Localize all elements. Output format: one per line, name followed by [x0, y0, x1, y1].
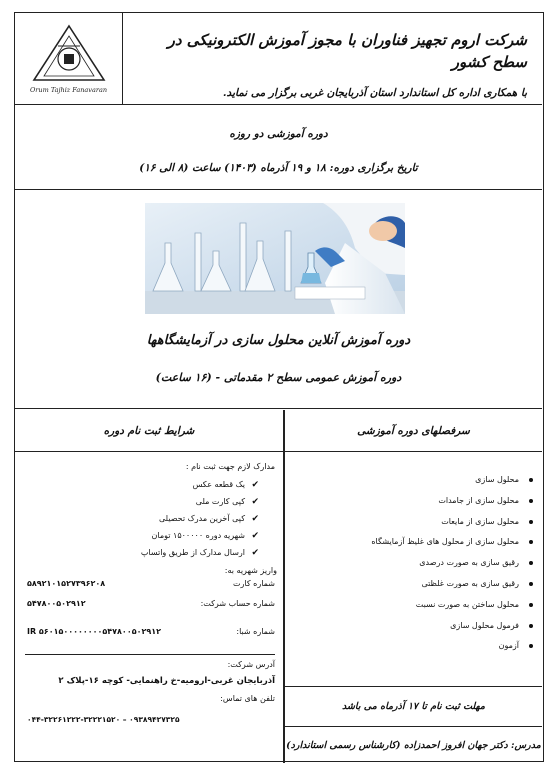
topic-item — [295, 494, 533, 515]
course-subtitle: دوره آموزش عمومی سطح ۲ مقدماتی - (۱۶ ساعت) — [155, 371, 402, 384]
topic-item — [295, 556, 533, 577]
registration-section — [21, 461, 279, 761]
bullet-icon — [529, 478, 533, 482]
checkmark-icon: ✔ — [251, 497, 259, 507]
topic-label: محلول سازی — [475, 475, 519, 484]
course-type: دوره آموزشی دو روزه — [229, 128, 328, 140]
topic-label: محلول سازی از جامدات — [438, 495, 519, 505]
topic-label: رقیق سازی به صورت غلظتی — [421, 578, 519, 588]
doc-label: کپی کارت ملی — [195, 497, 245, 506]
sheba-number: IR ۵۶۰۱۵۰۰۰۰۰۰۰۰۵۴۷۸۰۰۵۰۲۹۱۲ — [27, 627, 161, 636]
checkmark-icon: ✔ — [251, 531, 259, 541]
course-title: دوره آموزش آنلاین محلول سازی در آزمایشگاهها — [146, 333, 411, 348]
sheba-label: شماره شبا: — [236, 627, 275, 636]
topics-header: سرفصلهای دوره آموزشی — [357, 425, 470, 437]
topic-label: محلول سازی از محلول های غلیظ آزمایشگاه — [371, 537, 519, 547]
doc-label: شهریه دوره ۱۵۰۰۰۰۰ تومان — [151, 531, 245, 540]
account-row — [21, 598, 279, 616]
bullet-icon — [529, 624, 533, 628]
registration-deadline: مهلت ثبت نام تا ۱۷ آذرماه می باشد — [285, 686, 542, 726]
doc-label: یک قطعه عکس — [192, 480, 245, 489]
sheba-row — [21, 626, 279, 644]
checkmark-icon: ✔ — [251, 480, 259, 490]
company-logo-icon — [30, 24, 108, 84]
topic-label: فرمول محلول سازی — [450, 620, 519, 630]
card-label: شماره کارت — [232, 579, 275, 588]
lab-photo-image — [145, 203, 405, 314]
topic-label: محلول ساختن به صورت نسبت — [415, 599, 519, 609]
phone-title: تلفن های تماس: — [220, 694, 275, 703]
bullet-icon — [529, 603, 533, 607]
columns-header-row — [15, 410, 542, 452]
docs-list — [21, 478, 259, 563]
divider — [25, 654, 275, 655]
logo-caption: Orum Tajhiz Fanavaran — [29, 86, 108, 94]
card-row — [21, 578, 279, 596]
registration-header: شرایط ثبت نام دوره — [103, 425, 195, 437]
logo-cell — [15, 13, 123, 105]
checkmark-icon: ✔ — [251, 548, 259, 558]
topic-item — [295, 577, 533, 598]
topics-list — [295, 473, 533, 660]
docs-title: مدارک لازم جهت ثبت نام : — [185, 462, 275, 471]
topic-label: محلول سازی از مایعات — [441, 516, 519, 526]
topic-item — [295, 535, 533, 556]
course-image-row — [15, 191, 542, 409]
instructor: مدرس: دکتر جهان افروز احمدزاده (کارشناس رسمی استاندارد) — [285, 726, 542, 763]
bullet-icon — [529, 540, 533, 544]
lab-photo — [145, 203, 405, 314]
card-number: ۵۸۹۲۱۰۱۵۲۷۳۹۶۲۰۸ — [27, 579, 106, 588]
topic-label: آزمون — [498, 641, 519, 651]
docs-list-item — [21, 512, 259, 529]
flyer-sheet — [14, 12, 544, 762]
bullet-icon — [529, 644, 533, 648]
topic-item — [295, 598, 533, 619]
docs-list-item — [21, 478, 259, 495]
account-number: ۵۴۷۸۰۰۵۰۲۹۱۲ — [27, 599, 86, 608]
topic-label: رقیق سازی به صورت درصدی — [419, 558, 519, 568]
account-label: شماره حساب شرکت: — [200, 599, 275, 608]
bullet-icon — [529, 499, 533, 503]
docs-list-item — [21, 546, 259, 563]
topic-item — [295, 619, 533, 640]
phone-numbers: ۰۴۴-۳۲۲۶۱۲۲۲-۳۲۲۲۱۵۲۰ – ۰۹۳۸۹۴۲۷۳۲۵ — [27, 715, 180, 724]
date-row — [15, 106, 542, 190]
bullet-icon — [529, 561, 533, 565]
docs-list-item — [21, 495, 259, 512]
topic-item — [295, 515, 533, 536]
bullet-icon — [529, 520, 533, 524]
bullet-icon — [529, 582, 533, 586]
company-title: شرکت اروم تجهیز فناوران با مجوز آموزش الکترونیکی در سطح کشور — [167, 31, 527, 71]
header — [15, 13, 542, 105]
payment-title: واریز شهریه به: — [224, 566, 277, 575]
topic-item — [295, 639, 533, 660]
doc-label: ارسال مدارک از طریق واتساپ — [140, 548, 245, 557]
course-dates: تاریخ برگزاری دوره: ۱۸ و ۱۹ آذرماه (۱۴۰۳) ساعت (۸ الی ۱۶) — [139, 162, 418, 174]
checkmark-icon: ✔ — [251, 514, 259, 524]
header-title-cell — [125, 13, 541, 105]
address-title: آدرس شرکت: — [227, 660, 275, 669]
doc-label: کپی آخرین مدرک تحصیلی — [159, 514, 245, 523]
address: آذربایجان غربی-ارومیه-خ راهنمایی- کوچه ۱۶-پلاک ۲ — [58, 676, 275, 686]
topic-item — [295, 473, 533, 494]
topics-section — [295, 473, 539, 673]
docs-list-item — [21, 529, 259, 546]
header-subtitle: با همکاری اداره کل استاندارد استان آذربایجان غربی برگزار می نماید. — [222, 87, 527, 99]
